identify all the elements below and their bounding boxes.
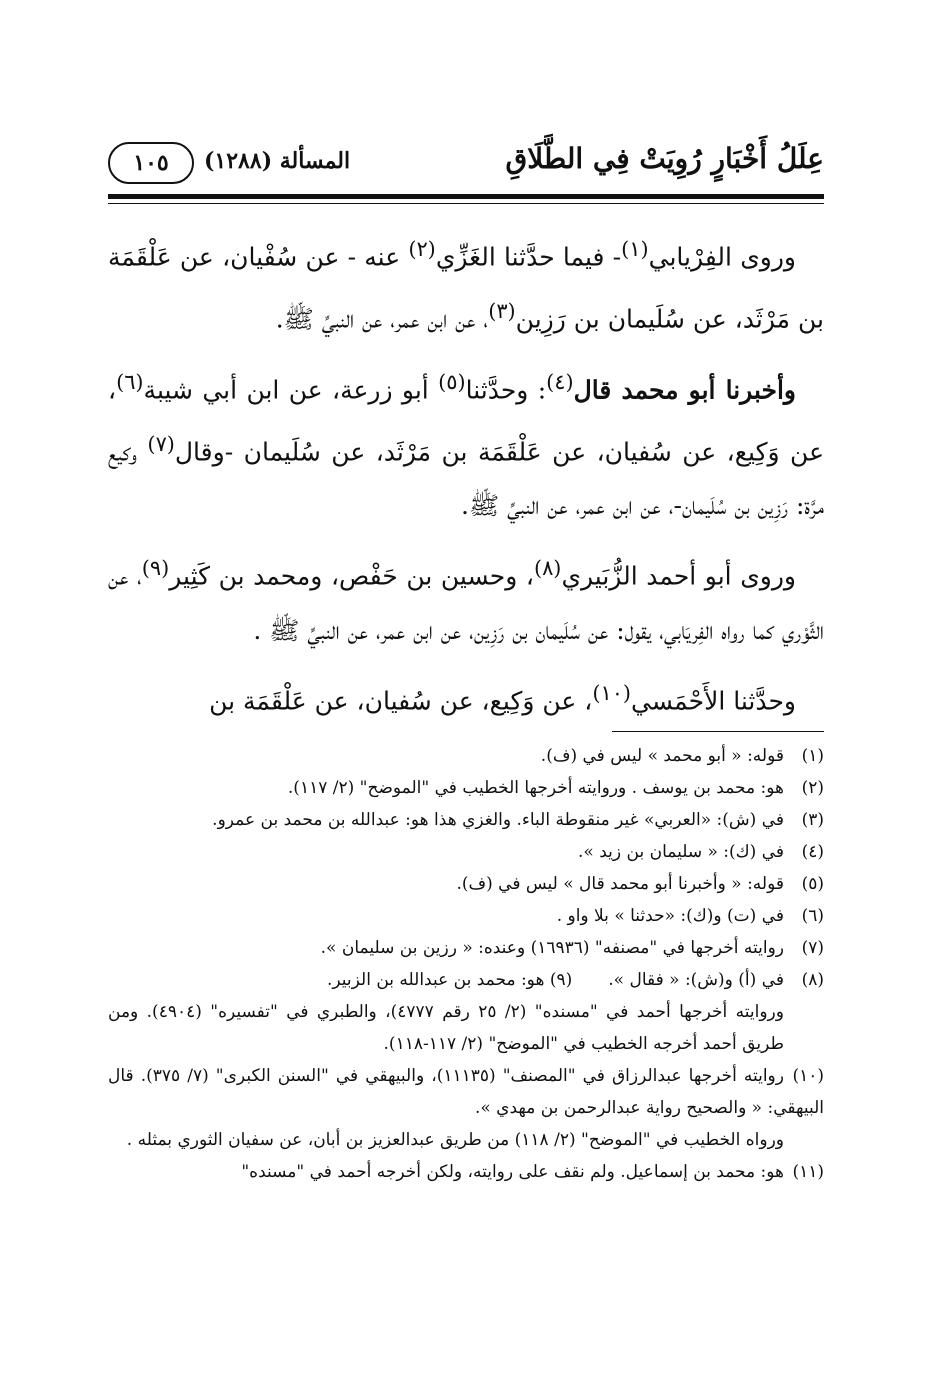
footnote-9-continued: وروايته أخرجها أحمد في "مسنده" (٢/ ٢٥ رقم ٤٧٧٧)، والطبري في "تفسيره" (٤٩٠٤). ومن طريق أحمد أخرجه الخطيب في "الموضح" (٢/ ١١٧-١١٨).: [108, 1002, 784, 1054]
footnote-ref: (١): [621, 237, 649, 261]
footnote-8-9: [108, 964, 824, 996]
footnote-text: هو: محمد بن عبدالله بن الزبير.: [326, 970, 545, 990]
paragraph-3: [108, 541, 824, 657]
header-rule-thin: [108, 203, 824, 204]
footnote-number: (٦): [801, 906, 824, 926]
footnote-ref: (٢): [408, 237, 436, 261]
footnote-ref: (٤): [546, 369, 574, 394]
text-segment: ، عن ابن عمر، عن النبيِّ ﷺ.: [275, 304, 489, 334]
footnote-number: (٨): [801, 970, 824, 990]
footnote-text: روايته أخرجها عبدالرزاق في "المصنف" (١١١٣٥)، والبيهقي في "السنن الكبرى" (٧/ ٣٧٥). قال البيهقي: « والصحيح رواية عبدالرحمن بن مهدي ».: [108, 1066, 824, 1118]
footnote-ref: (٣): [488, 299, 516, 324]
footnote-text: قوله: « وأخبرنا أبو محمد قال » ليس في (ف).: [456, 874, 784, 894]
footnote-text: في (ك): « سليمان بن زيد ».: [578, 842, 784, 862]
footnote-ref: (٩): [141, 556, 170, 581]
footnote-11: [108, 1156, 824, 1188]
footnote-number: (٩): [549, 970, 573, 990]
footnote-text: روايته أخرجها في "مصنفه" (١٦٩٣٦) وعنده: « رزين بن سليمان ».: [320, 938, 784, 958]
footnote-7: [108, 932, 824, 964]
footnote-1: [108, 740, 824, 772]
text-segment: وحدَّثنا الأَحْمَسي: [631, 685, 796, 715]
book-title: عِلَلُ أَخْبَارٍ رُوِيَتْ فِي الطَّلَاقِ: [505, 142, 824, 175]
paragraph-4: [108, 666, 824, 728]
footnote-ref: (٥): [438, 369, 466, 394]
footnotes: [108, 740, 824, 1188]
footnote-number: (٣): [801, 810, 824, 830]
footnote-10: [108, 1060, 824, 1124]
page-header: [108, 138, 824, 190]
text-segment: ، عن وَكِيع، عن سُفيان، عن عَلْقَمَة بن مَرْثَد، عن سُلَيمان -وقال: [108, 374, 824, 467]
footnote-number: (١١): [792, 1162, 824, 1182]
footnote-4: [108, 836, 824, 868]
text-segment: : وحدَّثنا: [465, 374, 547, 404]
main-text: [108, 222, 824, 736]
footnote-2: [108, 772, 824, 804]
text-segment: وكيع مرَّة: رَزِين بن سُلَيمان-، عن ابن عمر، عن النبيِّ ﷺ.: [108, 437, 824, 521]
footnote-separator: [612, 731, 824, 732]
text-segment: ، عن الثَّوْري كما رواه الفِريَابي، يقول: عن سُلَيمان بن رَزِين، عن ابن عمر، عن النبيِّ ﷺ .: [108, 561, 824, 645]
text-segment: ، وحسين بن حَفْص، ومحمد بن كَثِير: [169, 561, 534, 591]
footnote-ref: (٨): [533, 556, 562, 581]
footnote-text: هو: محمد بن يوسف . وروايته أخرجها الخطيب في "الموضح" (٢/ ١١٧).: [287, 778, 784, 798]
text-segment: عنه - عن سُفْيان، عن عَلْقَمَة بن مَرْثَد، عن سُلَيمان بن رَزِين: [108, 242, 824, 334]
footnote-text: هو: محمد بن إسماعيل. ولم نقف على روايته، ولكن أخرجه أحمد في "مسنده": [241, 1162, 784, 1182]
footnote-number: (١): [801, 746, 824, 766]
paragraph-2: [108, 355, 824, 534]
footnote-ref: (١٠): [592, 680, 632, 705]
bold-lead: وأخبرنا أبو محمد قال: [573, 374, 796, 404]
footnote-number: (٥): [801, 874, 824, 894]
masala-number: المسألة (١٢٨٨): [204, 148, 351, 174]
footnote-ref: (٦): [116, 369, 144, 394]
footnote-number: (١٠): [792, 1066, 824, 1086]
footnote-10-continued: ورواه الخطيب في "الموضح" (٢/ ١١٨) من طريق عبدالعزيز بن أبان، عن سفيان الثوري بمثله .: [126, 1130, 784, 1150]
text-segment: وروى الفِرْيابي: [648, 242, 796, 272]
footnote-text: في (أ) و(ش): « فقال ».: [608, 970, 784, 990]
text-segment: أبو زرعة، عن ابن أبي شيبة: [143, 374, 439, 404]
footnote-text: قوله: « أبو محمد » ليس في (ف).: [540, 746, 784, 766]
footnote-text: في (ش): «العربي» غير منقوطة الباء. والغزي هذا هو: عبدالله بن محمد بن عمرو.: [212, 810, 784, 830]
text-segment: ، عن وَكِيع، عن سُفيان، عن عَلْقَمَة بن: [209, 685, 593, 715]
footnote-number: (٧): [801, 938, 824, 958]
text-segment: - فيما حدَّثنا الغَزِّي: [435, 242, 622, 272]
paragraph-1: [108, 222, 824, 347]
page-number: ١٠٥: [108, 142, 194, 184]
footnote-3: [108, 804, 824, 836]
footnote-number: (٢): [801, 778, 824, 798]
footnote-ref: (٧): [147, 431, 175, 456]
footnote-text: في (ت) و(ك): «حدثنا » بلا واو .: [556, 906, 784, 926]
footnote-6: [108, 900, 824, 932]
footnote-number: (٤): [801, 842, 824, 862]
footnote-5: [108, 868, 824, 900]
header-rule-thick: [108, 194, 824, 199]
text-segment: وروى أبو أحمد الزُّبَيري: [561, 561, 796, 591]
